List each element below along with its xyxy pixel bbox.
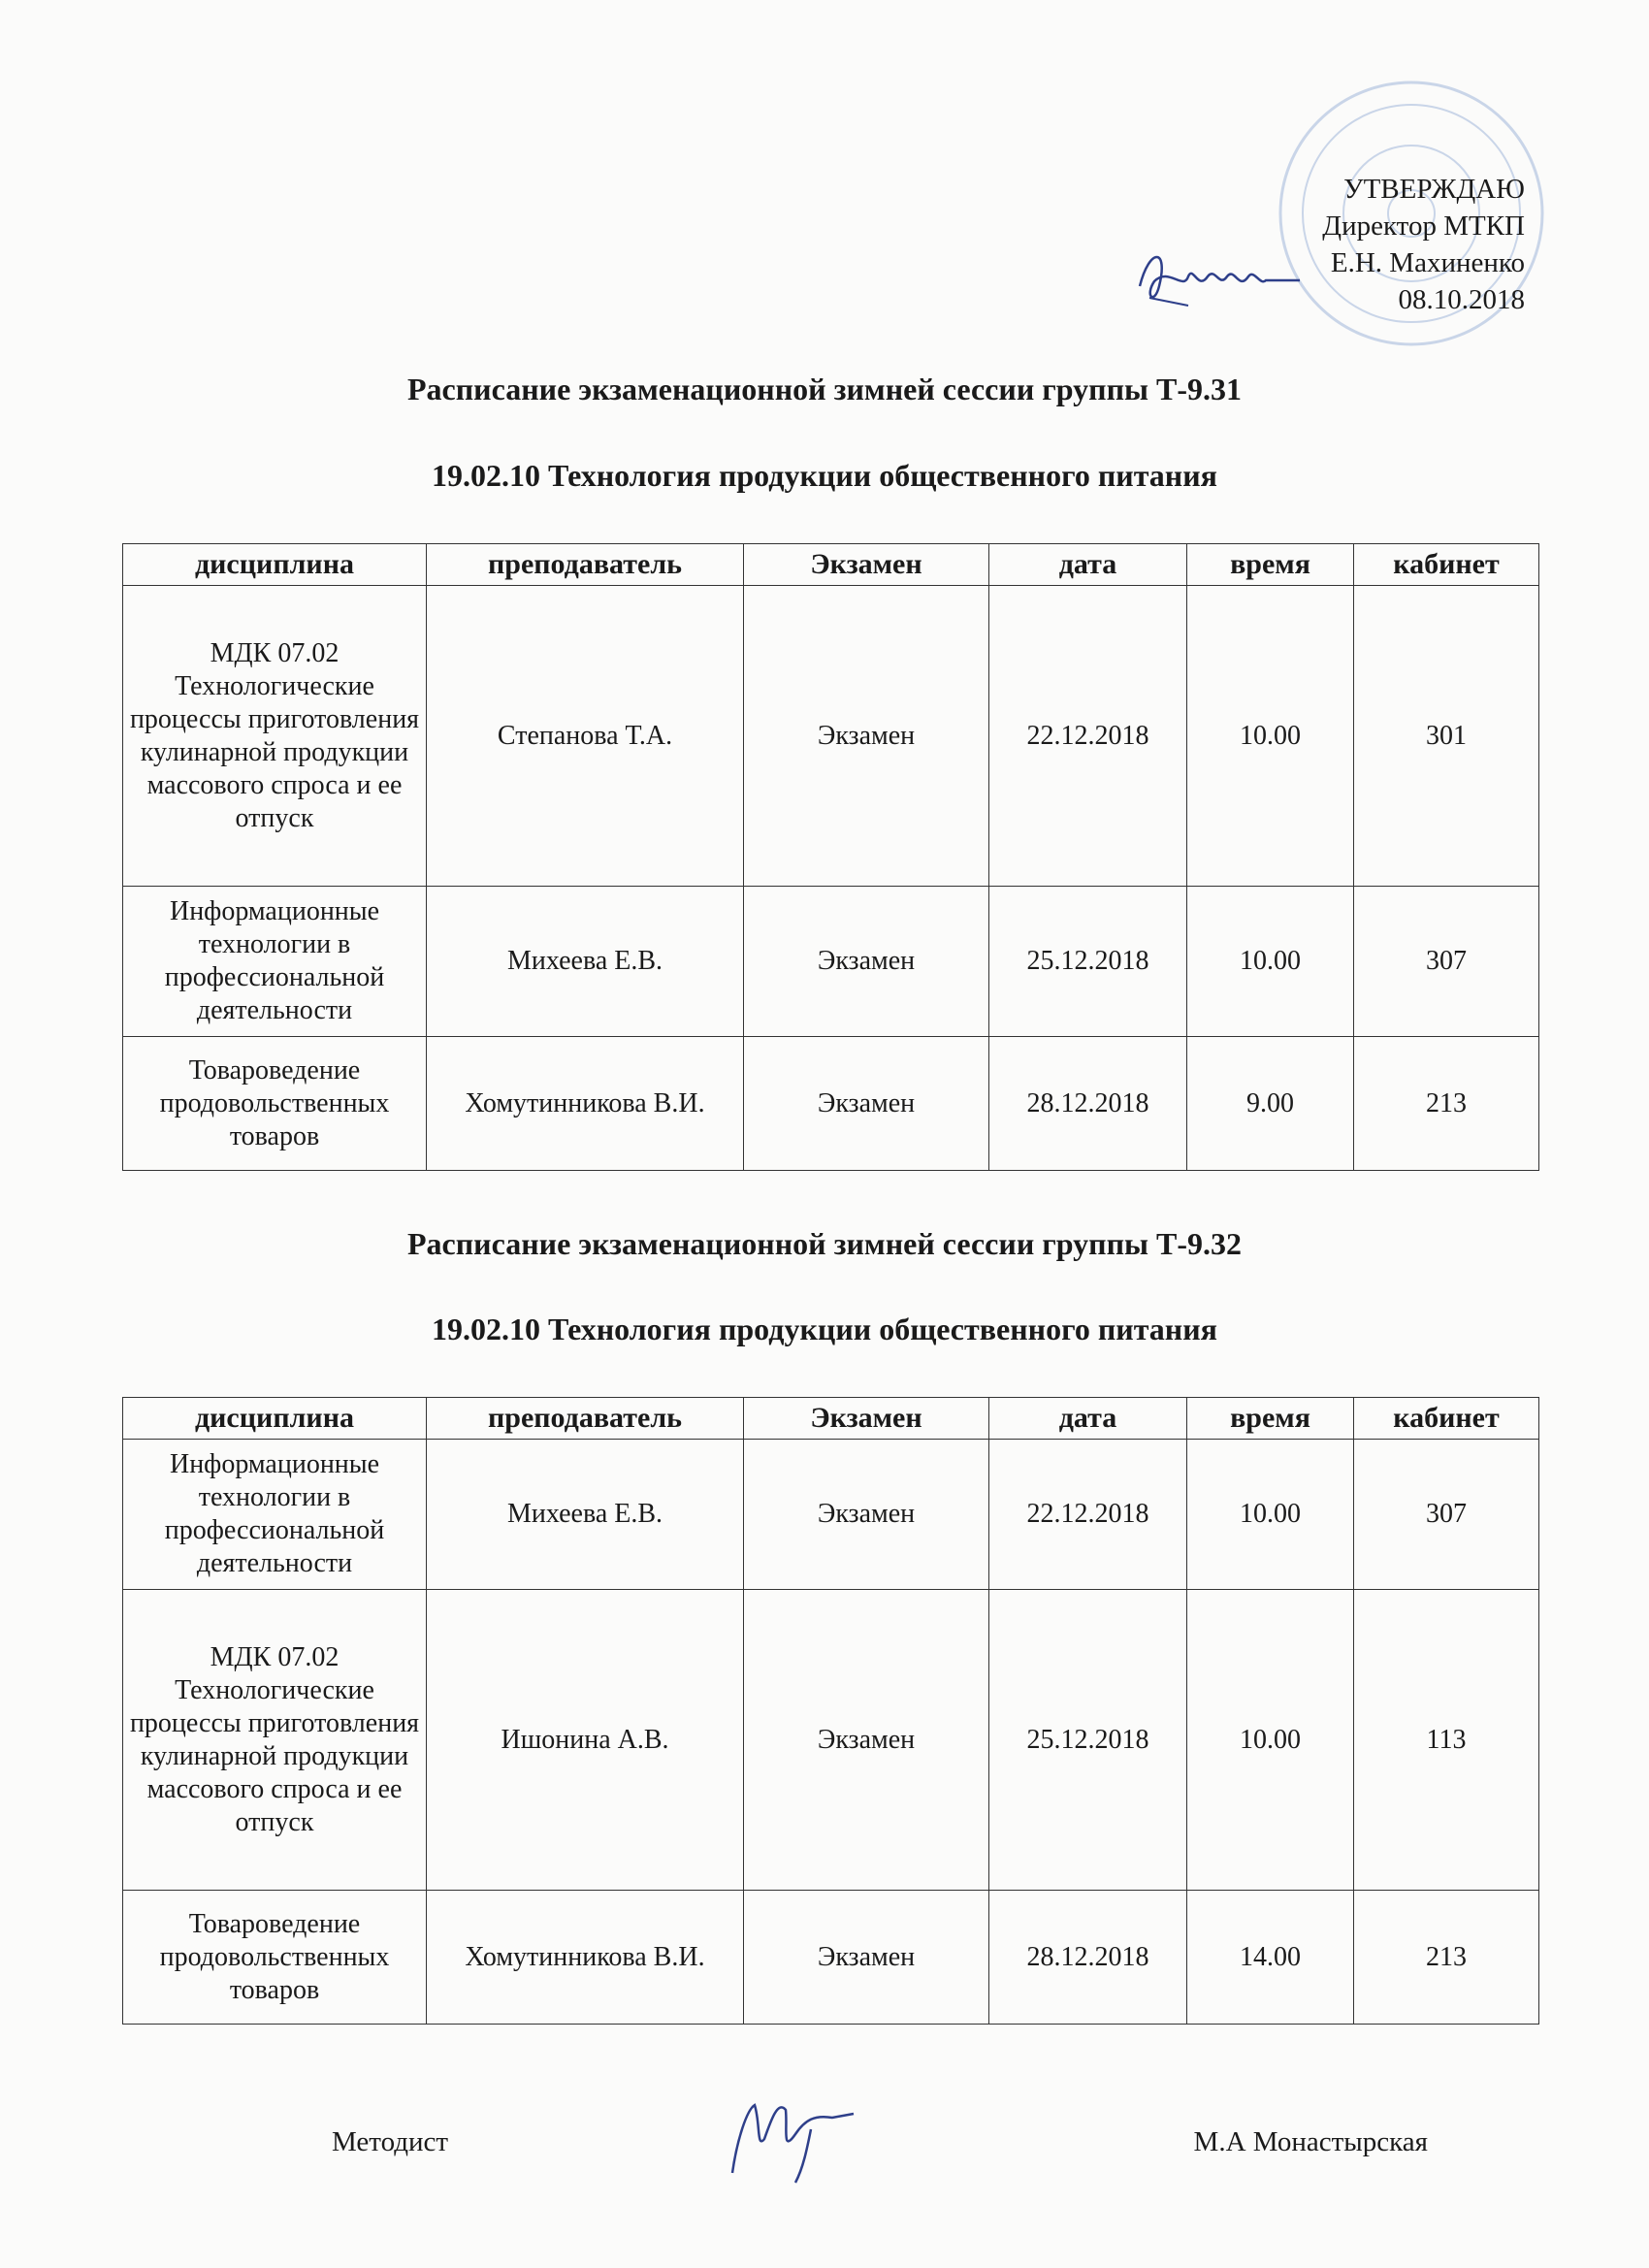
cell-teacher: Михеева Е.В. — [427, 1440, 744, 1590]
cell-room: 307 — [1354, 1440, 1539, 1590]
footer-position: Методист — [332, 2126, 449, 2157]
cell-exam: Экзамен — [744, 1590, 989, 1891]
col-time: время — [1187, 1398, 1354, 1440]
director-signature — [1130, 238, 1305, 315]
section2-title: Расписание экзаменационной зимней сессии группы Т-9.32 — [406, 1226, 1243, 1261]
col-exam: Экзамен — [744, 544, 989, 586]
cell-teacher: Михеева Е.В. — [427, 887, 744, 1037]
cell-teacher: Хомутинникова В.И. — [427, 1037, 744, 1171]
cell-teacher: Степанова Т.А. — [427, 586, 744, 887]
cell-exam: Экзамен — [744, 586, 989, 887]
col-room: кабинет — [1354, 544, 1539, 586]
approval-date: 08.10.2018 — [1398, 284, 1525, 315]
cell-discipline: Товароведение продовольственных товаров — [123, 1037, 427, 1171]
col-discipline: дисциплина — [123, 544, 427, 586]
cell-time: 10.00 — [1187, 1440, 1354, 1590]
table-row — [123, 1891, 1539, 2025]
cell-discipline: МДК 07.02 Технологические процессы приготовления кулинарной продукции массового спроса и ее отпуск — [123, 586, 427, 887]
approval-name: Е.Н. Махиненко — [1330, 247, 1525, 278]
col-discipline: дисциплина — [123, 1398, 427, 1440]
cell-teacher: Ишонина А.В. — [427, 1590, 744, 1891]
section2-specialty: 19.02.10 Технология продукции общественного питания — [432, 1312, 1217, 1346]
cell-room: 213 — [1354, 1037, 1539, 1171]
approval-position: Директор МТКП — [1322, 211, 1525, 242]
cell-room: 301 — [1354, 586, 1539, 887]
cell-date: 25.12.2018 — [989, 887, 1187, 1037]
cell-date: 28.12.2018 — [989, 1891, 1187, 2025]
cell-date: 25.12.2018 — [989, 1590, 1187, 1891]
table-row — [123, 1590, 1539, 1891]
cell-exam: Экзамен — [744, 1891, 989, 2025]
cell-room: 213 — [1354, 1891, 1539, 2025]
cell-discipline: Товароведение продовольственных товаров — [123, 1891, 427, 2025]
cell-time: 14.00 — [1187, 1891, 1354, 2025]
approval-title: УТВЕРЖДАЮ — [1343, 174, 1525, 205]
cell-room: 307 — [1354, 887, 1539, 1037]
approval-block — [1322, 171, 1525, 318]
schedule-table-1 — [122, 543, 1539, 1171]
cell-discipline: Информационные технологии в профессиональной деятельности — [123, 1440, 427, 1590]
table-row — [123, 586, 1539, 887]
col-teacher: преподаватель — [427, 1398, 744, 1440]
footer-name: М.А Монастырская — [1193, 2126, 1428, 2157]
cell-time: 10.00 — [1187, 887, 1354, 1037]
table-header-row — [123, 1398, 1539, 1440]
table-row — [123, 1440, 1539, 1590]
cell-date: 22.12.2018 — [989, 586, 1187, 887]
col-room: кабинет — [1354, 1398, 1539, 1440]
cell-room: 113 — [1354, 1590, 1539, 1891]
cell-time: 10.00 — [1187, 586, 1354, 887]
table-row — [123, 1037, 1539, 1171]
cell-teacher: Хомутинникова В.И. — [427, 1891, 744, 2025]
methodist-signature — [718, 2081, 863, 2187]
cell-exam: Экзамен — [744, 887, 989, 1037]
table-row — [123, 887, 1539, 1037]
cell-exam: Экзамен — [744, 1440, 989, 1590]
cell-date: 22.12.2018 — [989, 1440, 1187, 1590]
col-teacher: преподаватель — [427, 544, 744, 586]
section1-specialty: 19.02.10 Технология продукции общественного питания — [432, 458, 1217, 493]
cell-time: 10.00 — [1187, 1590, 1354, 1891]
cell-time: 9.00 — [1187, 1037, 1354, 1171]
cell-discipline: МДК 07.02 Технологические процессы приготовления кулинарной продукции массового спроса и ее отпуск — [123, 1590, 427, 1891]
col-exam: Экзамен — [744, 1398, 989, 1440]
schedule-table-2 — [122, 1397, 1539, 2025]
col-date: дата — [989, 544, 1187, 586]
cell-discipline: Информационные технологии в профессиональной деятельности — [123, 887, 427, 1037]
section1-title: Расписание экзаменационной зимней сессии группы Т-9.31 — [406, 372, 1243, 406]
table-header-row — [123, 544, 1539, 586]
cell-date: 28.12.2018 — [989, 1037, 1187, 1171]
col-time: время — [1187, 544, 1354, 586]
cell-exam: Экзамен — [744, 1037, 989, 1171]
col-date: дата — [989, 1398, 1187, 1440]
